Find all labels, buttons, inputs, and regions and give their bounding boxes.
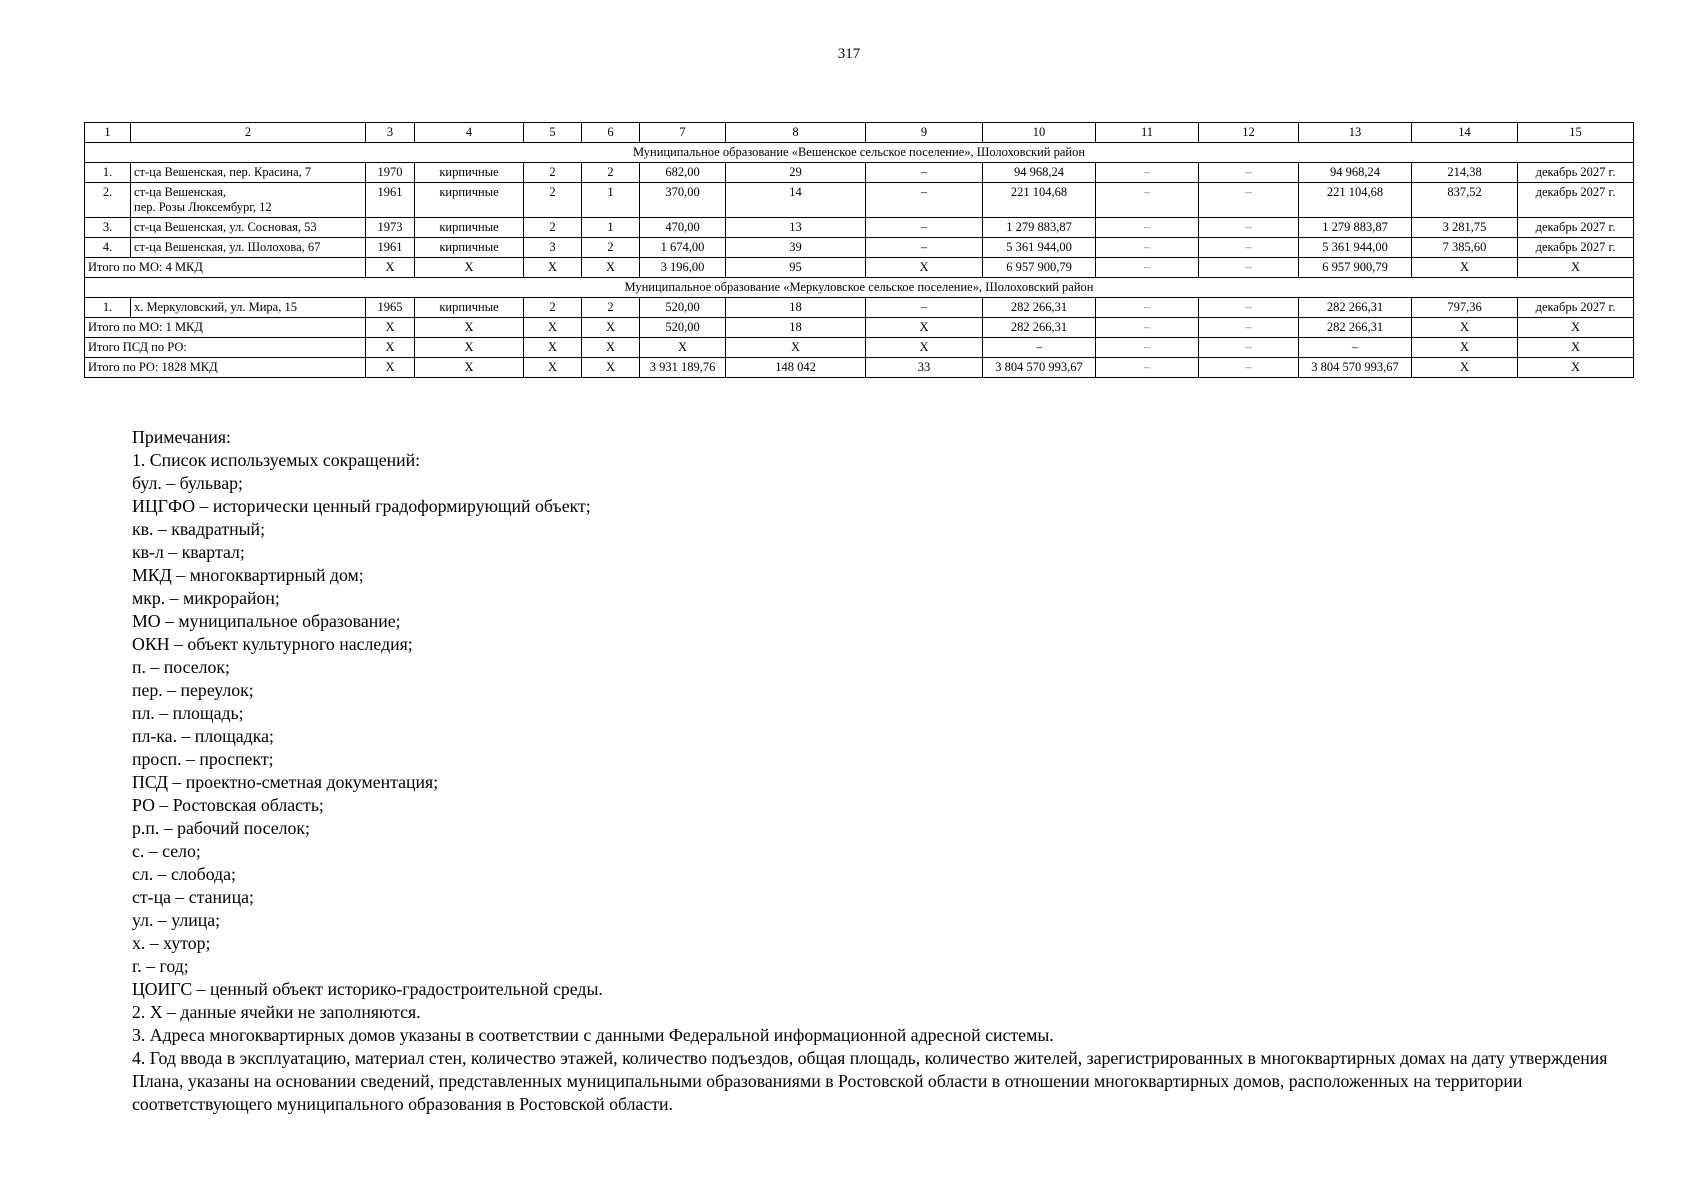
housing-table-container bbox=[84, 122, 1633, 378]
note-line: мкр. – микрорайон; bbox=[132, 588, 280, 608]
table-cell: 282 266,31 bbox=[1299, 298, 1412, 318]
table-cell: X bbox=[415, 358, 524, 378]
total-row bbox=[85, 338, 1634, 358]
section-row bbox=[85, 143, 1634, 163]
table-cell: 1. bbox=[85, 298, 131, 318]
note-line: ул. – улица; bbox=[132, 910, 221, 930]
table-cell: 370,00 bbox=[640, 183, 726, 218]
header-cell: 11 bbox=[1096, 123, 1199, 143]
table-cell: 18 bbox=[726, 298, 866, 318]
table-cell: X bbox=[366, 318, 415, 338]
table-row bbox=[85, 238, 1634, 258]
table-cell: 5 361 944,00 bbox=[983, 238, 1096, 258]
table-cell: X bbox=[582, 338, 640, 358]
note-line: ИЦГФО – исторически ценный градоформирующий объект; bbox=[132, 496, 591, 516]
header-cell: 14 bbox=[1412, 123, 1518, 143]
header-cell: 4 bbox=[415, 123, 524, 143]
table-cell: 14 bbox=[726, 183, 866, 218]
table-cell: 470,00 bbox=[640, 218, 726, 238]
table-cell: – bbox=[1199, 318, 1299, 338]
table-cell: 3 bbox=[524, 238, 582, 258]
table-cell: – bbox=[1096, 298, 1199, 318]
header-cell: 7 bbox=[640, 123, 726, 143]
table-cell: 214,38 bbox=[1412, 163, 1518, 183]
table-cell: 1973 bbox=[366, 218, 415, 238]
total-row bbox=[85, 358, 1634, 378]
table-cell: X bbox=[415, 258, 524, 278]
table-cell: X bbox=[726, 338, 866, 358]
table-cell: X bbox=[640, 338, 726, 358]
header-cell: 2 bbox=[131, 123, 366, 143]
table-cell: – bbox=[1199, 258, 1299, 278]
notes-section bbox=[132, 426, 1642, 1116]
table-cell: декабрь 2027 г. bbox=[1518, 218, 1634, 238]
table-cell: X bbox=[1518, 338, 1634, 358]
table-cell: 29 bbox=[726, 163, 866, 183]
table-cell: 1965 bbox=[366, 298, 415, 318]
note-line: с. – село; bbox=[132, 841, 201, 861]
note-line: бул. – бульвар; bbox=[132, 473, 243, 493]
note-line: ОКН – объект культурного наследия; bbox=[132, 634, 413, 654]
table-cell: кирпичные bbox=[415, 298, 524, 318]
table-cell: декабрь 2027 г. bbox=[1518, 298, 1634, 318]
table-cell: X bbox=[366, 358, 415, 378]
note-line: п. – поселок; bbox=[132, 657, 230, 677]
table-cell: X bbox=[866, 338, 983, 358]
note-line: пл. – площадь; bbox=[132, 703, 244, 723]
note-line: ст-ца – станица; bbox=[132, 887, 254, 907]
table-cell: 3 281,75 bbox=[1412, 218, 1518, 238]
table-cell: 3. bbox=[85, 218, 131, 238]
table-cell: X bbox=[1412, 258, 1518, 278]
note-line: р.п. – рабочий поселок; bbox=[132, 818, 310, 838]
table-cell: 6 957 900,79 bbox=[1299, 258, 1412, 278]
notes-list bbox=[132, 449, 1642, 1116]
table-cell: 2 bbox=[524, 163, 582, 183]
note-line: кв. – квадратный; bbox=[132, 519, 266, 539]
table-cell: – bbox=[1199, 338, 1299, 358]
table-cell: X bbox=[524, 338, 582, 358]
table-cell: X bbox=[582, 358, 640, 378]
table-cell: ст-ца Вешенская, ул. Сосновая, 53 bbox=[131, 218, 366, 238]
note-line: пер. – переулок; bbox=[132, 680, 254, 700]
table-cell: X bbox=[524, 318, 582, 338]
table-cell: – bbox=[866, 238, 983, 258]
table-cell: X bbox=[524, 358, 582, 378]
table-cell: 7 385,60 bbox=[1412, 238, 1518, 258]
table-cell: 2 bbox=[524, 183, 582, 218]
table-cell: – bbox=[866, 298, 983, 318]
table-cell: X bbox=[1412, 318, 1518, 338]
table-cell: х. Меркуловский, ул. Мира, 15 bbox=[131, 298, 366, 318]
note-line: РО – Ростовская область; bbox=[132, 795, 324, 815]
table-cell: 94 968,24 bbox=[983, 163, 1096, 183]
table-cell: 3 804 570 993,67 bbox=[1299, 358, 1412, 378]
note-line: 3. Адреса многоквартирных домов указаны в соответствии с данными Федеральной информационной адресной системы. bbox=[132, 1025, 1054, 1045]
table-cell: декабрь 2027 г. bbox=[1518, 183, 1634, 218]
table-cell: 682,00 bbox=[640, 163, 726, 183]
table-cell: X bbox=[415, 318, 524, 338]
table-cell: – bbox=[1199, 358, 1299, 378]
table-cell: 520,00 bbox=[640, 298, 726, 318]
table-cell: 6 957 900,79 bbox=[983, 258, 1096, 278]
table-cell: 520,00 bbox=[640, 318, 726, 338]
header-cell: 6 bbox=[582, 123, 640, 143]
total-label: Итого по РО: 1828 МКД bbox=[85, 358, 366, 378]
header-row bbox=[85, 123, 1634, 143]
table-cell: – bbox=[1096, 218, 1199, 238]
table-cell: 1 bbox=[582, 218, 640, 238]
table-cell: 1 674,00 bbox=[640, 238, 726, 258]
table-cell: – bbox=[1299, 338, 1412, 358]
table-cell: – bbox=[866, 218, 983, 238]
total-label: Итого по МО: 1 МКД bbox=[85, 318, 366, 338]
table-cell: – bbox=[1096, 238, 1199, 258]
total-label: Итого ПСД по РО: bbox=[85, 338, 366, 358]
note-line: 1. Список используемых сокращений: bbox=[132, 450, 421, 470]
table-cell: X bbox=[866, 318, 983, 338]
page-number: 317 bbox=[837, 46, 861, 62]
table-cell: 1 bbox=[582, 183, 640, 218]
table-cell: X bbox=[366, 258, 415, 278]
table-cell: 13 bbox=[726, 218, 866, 238]
table-cell: – bbox=[866, 183, 983, 218]
table-cell: 2 bbox=[524, 298, 582, 318]
table-cell: – bbox=[1096, 163, 1199, 183]
table-cell: – bbox=[1199, 238, 1299, 258]
total-row bbox=[85, 258, 1634, 278]
table-cell: 1961 bbox=[366, 238, 415, 258]
table-row bbox=[85, 163, 1634, 183]
header-cell: 13 bbox=[1299, 123, 1412, 143]
table-cell: 282 266,31 bbox=[1299, 318, 1412, 338]
table-cell: – bbox=[1096, 318, 1199, 338]
table-cell: – bbox=[1096, 183, 1199, 218]
section-title: Муниципальное образование «Вешенское сельское поселение», Шолоховский район bbox=[85, 143, 1634, 163]
header-cell: 15 bbox=[1518, 123, 1634, 143]
table-row bbox=[85, 218, 1634, 238]
table-cell: 221 104,68 bbox=[1299, 183, 1412, 218]
table-cell: 2 bbox=[582, 298, 640, 318]
header-cell: 12 bbox=[1199, 123, 1299, 143]
table-cell: – bbox=[1096, 338, 1199, 358]
table-cell: кирпичные bbox=[415, 218, 524, 238]
header-cell: 10 bbox=[983, 123, 1096, 143]
table-cell: кирпичные bbox=[415, 238, 524, 258]
table-cell: 94 968,24 bbox=[1299, 163, 1412, 183]
note-line: кв-л – квартал; bbox=[132, 542, 245, 562]
table-cell: 282 266,31 bbox=[983, 318, 1096, 338]
note-line: ПСД – проектно-сметная документация; bbox=[132, 772, 439, 792]
section-row bbox=[85, 278, 1634, 298]
header-cell: 3 bbox=[366, 123, 415, 143]
table-cell: 2. bbox=[85, 183, 131, 218]
table-cell: кирпичные bbox=[415, 183, 524, 218]
table-cell: X bbox=[1518, 258, 1634, 278]
table-cell: 837,52 bbox=[1412, 183, 1518, 218]
table-cell: 1 279 883,87 bbox=[1299, 218, 1412, 238]
table-cell: X bbox=[366, 338, 415, 358]
section-title: Муниципальное образование «Меркуловское сельское поселение», Шолоховский район bbox=[85, 278, 1634, 298]
table-row bbox=[85, 298, 1634, 318]
note-line: 4. Год ввода в эксплуатацию, материал стен, количество этажей, количество подъездов, общая площадь, количество жителей, зарегистрированных в многоквартирных домах на дату утверждения Плана, указаны на основании сведений, представленных муниципальными образованиями в Ростовской области в отношении многоквартирных домов, расположенных на территории соответствующего муниципального образования в Ростовской области. bbox=[132, 1048, 1608, 1114]
note-line: МО – муниципальное образование; bbox=[132, 611, 401, 631]
note-line: пл-ка. – площадка; bbox=[132, 726, 274, 746]
table-cell: 148 042 bbox=[726, 358, 866, 378]
table-cell: 1961 bbox=[366, 183, 415, 218]
table-cell: декабрь 2027 г. bbox=[1518, 238, 1634, 258]
table-cell: X bbox=[866, 258, 983, 278]
table-cell: 4. bbox=[85, 238, 131, 258]
table-cell: 3 931 189,76 bbox=[640, 358, 726, 378]
table-cell: кирпичные bbox=[415, 163, 524, 183]
total-row bbox=[85, 318, 1634, 338]
table-row bbox=[85, 183, 1634, 218]
header-cell: 9 bbox=[866, 123, 983, 143]
table-cell: 95 bbox=[726, 258, 866, 278]
table-cell: 2 bbox=[582, 238, 640, 258]
header-cell: 8 bbox=[726, 123, 866, 143]
table-cell: ст-ца Вешенская, пер. Красина, 7 bbox=[131, 163, 366, 183]
note-line: МКД – многоквартирный дом; bbox=[132, 565, 364, 585]
table-cell: – bbox=[1199, 163, 1299, 183]
table-cell: 3 804 570 993,67 bbox=[983, 358, 1096, 378]
table-cell: X bbox=[582, 318, 640, 338]
table-cell: 1 279 883,87 bbox=[983, 218, 1096, 238]
table-cell: – bbox=[1096, 358, 1199, 378]
note-line: х. – хутор; bbox=[132, 933, 211, 953]
table-cell: 1970 bbox=[366, 163, 415, 183]
table-cell: – bbox=[1199, 218, 1299, 238]
note-line: сл. – слобода; bbox=[132, 864, 236, 884]
table-cell: – bbox=[1199, 298, 1299, 318]
note-line: 2. Х – данные ячейки не заполняются. bbox=[132, 1002, 421, 1022]
note-line: ЦОИГС – ценный объект историко-градостроительной среды. bbox=[132, 979, 603, 999]
table-cell: X bbox=[1412, 338, 1518, 358]
housing-table bbox=[84, 122, 1634, 378]
table-cell: X bbox=[1518, 318, 1634, 338]
table-cell: 797,36 bbox=[1412, 298, 1518, 318]
table-cell: 282 266,31 bbox=[983, 298, 1096, 318]
note-line: г. – год; bbox=[132, 956, 189, 976]
note-line: просп. – проспект; bbox=[132, 749, 274, 769]
table-cell: 1. bbox=[85, 163, 131, 183]
notes-title: Примечания: bbox=[132, 427, 231, 447]
table-cell: 39 bbox=[726, 238, 866, 258]
table-cell: декабрь 2027 г. bbox=[1518, 163, 1634, 183]
table-cell: X bbox=[582, 258, 640, 278]
table-cell: – bbox=[1096, 258, 1199, 278]
table-cell: X bbox=[1518, 358, 1634, 378]
table-cell: ст-ца Вешенская, ул. Шолохова, 67 bbox=[131, 238, 366, 258]
table-cell: X bbox=[415, 338, 524, 358]
table-cell: 5 361 944,00 bbox=[1299, 238, 1412, 258]
table-cell: X bbox=[1412, 358, 1518, 378]
table-cell: ст-ца Вешенская, пер. Розы Люксембург, 12 bbox=[131, 183, 366, 218]
table-cell: – bbox=[1199, 183, 1299, 218]
table-cell: – bbox=[866, 163, 983, 183]
table-cell: X bbox=[524, 258, 582, 278]
table-cell: 33 bbox=[866, 358, 983, 378]
total-label: Итого по МО: 4 МКД bbox=[85, 258, 366, 278]
table-cell: 3 196,00 bbox=[640, 258, 726, 278]
table-cell: 221 104,68 bbox=[983, 183, 1096, 218]
table-cell: – bbox=[983, 338, 1096, 358]
table-cell: 2 bbox=[582, 163, 640, 183]
table-cell: 2 bbox=[524, 218, 582, 238]
table-cell: 18 bbox=[726, 318, 866, 338]
header-cell: 5 bbox=[524, 123, 582, 143]
header-cell: 1 bbox=[85, 123, 131, 143]
table-body bbox=[85, 123, 1634, 378]
